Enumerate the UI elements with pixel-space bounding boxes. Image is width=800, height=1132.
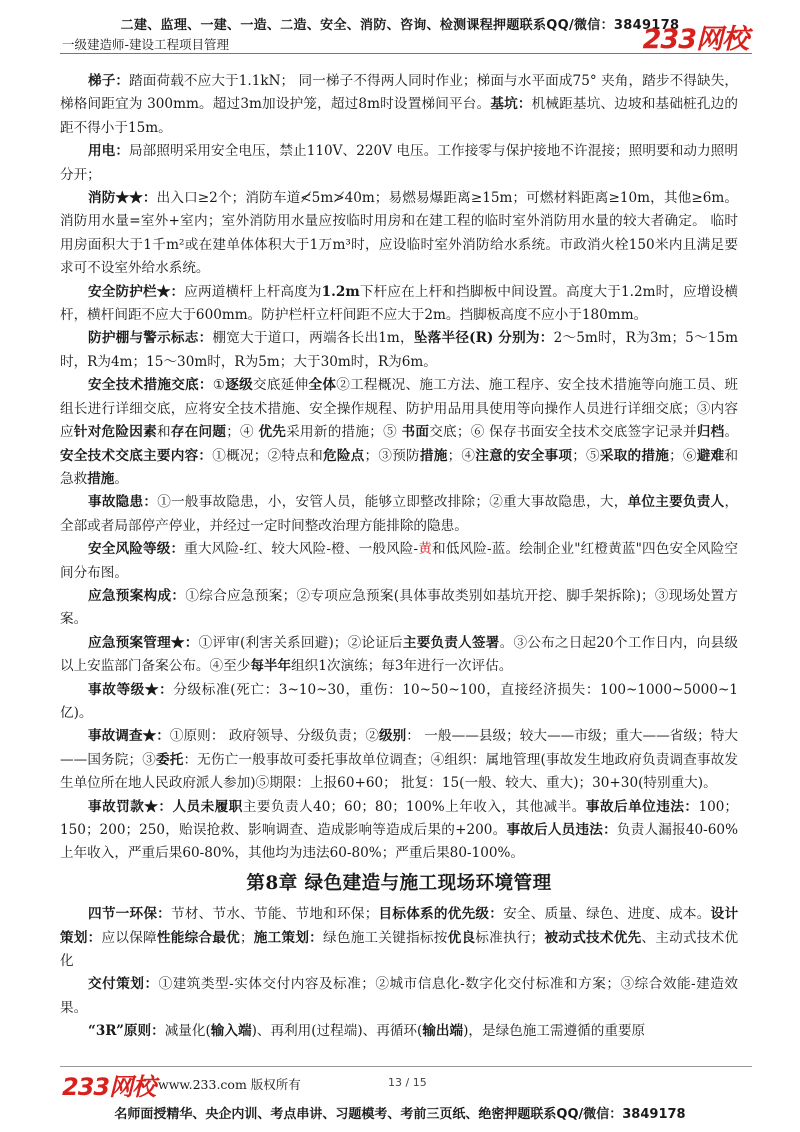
text-run: 主要负责人40；60；80；100%上年收入，其他减半。 (242, 798, 586, 815)
text-run: 机械距基坑、边坡和基础桩孔边的距不得小于15m。 (60, 96, 738, 136)
text-run: 安全防护栏★： (88, 283, 185, 300)
text-run: 2～5m时，R为3m；5～15m时，R为4m；15～30m时，R为5m；大于30m时，R为6m。 (60, 330, 738, 370)
text-run: 应两道横杆上杆高度为 (184, 283, 322, 300)
text-run: ①原则： 政府领导、分级负责；② (169, 728, 379, 745)
text-run: 目标体系的优先级： (378, 906, 504, 923)
text-run: 优良 (447, 929, 476, 946)
text-run: 防护棚与警示标志： (88, 330, 213, 347)
text-run: ① (212, 377, 226, 394)
text-run: 输出端 (422, 1023, 464, 1040)
text-run: 出入口≥2个；消防车道≮5m≯40m；易燃易爆距离≥15m；可燃材料距离≥10m，其他≥6m。 消防用水量=室外+室内；室外消防用水量应按临时用房和在建工程的临时室外消防用水量的较大者确定。 临时用房面积大于1千m²或在建单体体积大于1万m³时，应设临时室外消防给水系统。市政消火栓150米内且满足要求可不设室外给水系统。 (60, 190, 739, 277)
text-run: 。 (724, 424, 739, 441)
text-run: 安全风险等级： (88, 541, 185, 558)
text-run: 坠落半径(R) 分别为： (413, 330, 554, 347)
text-run: 被动式技术优先 (544, 929, 642, 946)
text-run: ； (239, 929, 254, 946)
text-run: 事故等级★： (88, 681, 174, 698)
document-subtitle: 一级建造师-建设工程项目管理 (62, 37, 230, 52)
text-run: 交底；⑥ 保存书面安全技术交底签字记录并 (429, 424, 697, 441)
text-run: 避难 (696, 447, 725, 464)
paragraph-emergency-plan-composition (60, 585, 738, 632)
text-run: 针对危险因素 (73, 424, 157, 441)
text-run: 采取的措施 (599, 447, 670, 464)
text-run: 措施 (419, 447, 448, 464)
paragraph-emergency-plan-management (60, 632, 738, 679)
text-run: 基坑： (490, 96, 532, 113)
text-run: 用电： (88, 143, 130, 160)
text-run: ；⑤ (572, 447, 600, 464)
paragraph-four-savings (60, 903, 738, 973)
header-ad-banner: 二建、监理、一建、一造、二造、安全、消防、咨询、检测课程押题联系QQ/微信：3849178 (120, 18, 680, 33)
text-run: ： 一般——县级；较大——市级；重大——省级；特大——国务院；③ (60, 728, 738, 768)
text-run: ；④ (447, 447, 476, 464)
text-run: 逐级 (225, 377, 253, 394)
chapter-title: 第8章 绿色建造与施工现场环境管理 (246, 872, 552, 894)
text-run: ；④ (226, 424, 259, 441)
text-run: 书面 (401, 424, 430, 441)
paragraph-fire-safety (60, 187, 738, 281)
text-run: 局部照明采用安全电压，禁止110V、220V 电压。工作接零与保护接地不许混接；照明要和动力照明分开； (60, 143, 738, 183)
text-run: 分级标准(死亡：3~10~30，重伤：10~50~100，直接经济损失：100~1000~5000~1亿)。 (60, 681, 738, 721)
text-run: 单位主要负责人 (627, 494, 725, 511)
text-run: 下杆应在上杆和挡脚板中间设置。高度大于1.2m时，应增设横杆，横杆间距不应大于600mm。防护栏杆立杆间距不应大于2m。挡脚板高度不应小于180mm。 (60, 283, 738, 324)
text-run: 安全、质量、绿色、进度、成本。 (503, 906, 711, 923)
text-run: ，全部或者局部停产停业，并经过一定时间整改治理方能排除的隐患。 (60, 494, 739, 534)
text-run: 。③公布之日起20个工作日内，向县级以上安监部门备案公布。④至少 (60, 634, 739, 675)
paragraph-accident-investigation (60, 725, 738, 795)
page-number: 13 / 15 (388, 1076, 427, 1089)
text-run: 主要负责人签署 (402, 634, 500, 651)
text-run: ①建筑类型-实体交付内容及标准；②城市信息化-数字化交付标准和方案；③综合效能-建造效果。 (60, 976, 738, 1016)
text-run: 黄 (418, 541, 433, 558)
text-run: ①综合应急预案；②专项应急预案(具体事故类别如基坑开挖、脚手架拆除)；③现场处置方案。 (60, 587, 739, 628)
text-run: 组织1次演练；每3年进行一次评估。 (291, 658, 513, 675)
text-run: 消防★★： (88, 190, 157, 207)
paragraph-guardrail (60, 281, 738, 328)
text-run: 事故隐患： (88, 494, 158, 511)
header-divider (60, 53, 752, 54)
paragraph-electricity (60, 140, 738, 187)
text-run: 设计策划： (60, 906, 739, 946)
footer-copyright: www.233.com 版权所有 (158, 1077, 301, 1092)
text-run: “3R”原则： (88, 1023, 165, 1040)
text-run: 减量化( (164, 1023, 211, 1040)
text-run: 和急救 (60, 447, 739, 487)
text-run: 性能综合最优 (156, 929, 240, 946)
text-run: 交付策划： (88, 976, 159, 993)
text-run: 输入端 (210, 1023, 252, 1040)
text-run: 采用新的措施；⑤ (286, 424, 402, 441)
paragraph-hazards (60, 491, 738, 538)
text-run: ①一般事故隐患，小，安管人员，能够立即整改排除；②重大事故隐患，大， (157, 494, 628, 511)
text-run: 人员未履职 (172, 798, 243, 815)
text-run: ①概况；②特点和 (212, 447, 323, 464)
text-run: )，是绿色施工需遵循的重要原 (463, 1023, 646, 1040)
text-run: 全体 (308, 377, 337, 394)
paragraph-delivery-planning (60, 973, 738, 1020)
text-run: 归档 (696, 424, 725, 441)
text-run: 绿色施工关键指标按 (323, 929, 448, 946)
text-run: 节材、节水、节能、节地和环保； (171, 906, 379, 923)
text-run: 标准执行； (475, 929, 545, 946)
text-run: 注意的安全事项 (475, 447, 573, 464)
text-run: 优先 (258, 424, 287, 441)
text-run: 委托 (155, 751, 184, 768)
paragraph-ladder (60, 70, 738, 140)
text-run: 存在问题 (170, 424, 227, 441)
text-run: 和低风险-蓝。绘制企业"红橙黄蓝"四色安全风险空间分布图。 (60, 541, 739, 581)
text-run: 棚宽大于道口，两端各长出1m， (212, 330, 414, 347)
text-run: 安全技术措施交底： (88, 377, 213, 394)
paragraph-accident-levels (60, 679, 738, 726)
text-run: 重大风险-红、较大风险-橙、一般风险- (184, 541, 419, 558)
text-run: 梯子： (88, 73, 130, 89)
text-run: 和 (156, 424, 171, 441)
text-run: 安全技术交底主要内容： (60, 447, 213, 464)
text-run: 交底延伸 (253, 377, 309, 394)
text-run: 应以保障 (101, 929, 157, 946)
text-run: 1.2m (321, 283, 360, 300)
text-run: 事故罚款★： (88, 798, 173, 815)
text-run: 施工策划： (253, 929, 324, 946)
text-run: 危险点 (323, 447, 365, 464)
text-run: 。 (114, 470, 128, 487)
text-run: 应急预案构成： (88, 587, 186, 604)
text-run: 措施 (87, 470, 115, 487)
text-run: 每半年 (250, 658, 292, 675)
text-run: ；③预防 (364, 447, 420, 464)
text-run: 事故调查★： (88, 728, 170, 745)
text-run: 四节一环保： (88, 906, 172, 923)
paragraph-accident-fines (60, 796, 738, 866)
text-run: 、主动式技术优化 (60, 929, 739, 970)
footer-divider (60, 1066, 752, 1067)
text-run: 100；150；200；250，贻误抢救、影响调查、造成影响等造成后果的+200。 (60, 798, 739, 838)
text-run: ：无伤亡一般事故可委托事故单位调查；④组织：属地管理(事故发生地政府负责调查事故发生单位所在地人民政府派人参加)⑤期限：上报60+60； 批复：15(一般、较大、重大)；30+30(特别重大)。 (60, 751, 738, 792)
text-run: 事故后单位违法： (585, 798, 699, 815)
paragraph-protective-shed (60, 327, 738, 374)
text-run: 级别 (378, 728, 407, 745)
footer-logo: 233网校 (62, 1073, 156, 1101)
brand-logo: 233网校 (642, 24, 748, 55)
paragraph-3r-principle (60, 1020, 738, 1043)
document-body (60, 70, 738, 1044)
paragraph-risk-levels (60, 538, 738, 585)
text-run: 事故后人员违法： (506, 822, 617, 838)
text-run: 负责人漏报40-60%上年收入，严重后果60-80%，其他均为违法60-80%；严重后果80-100%。 (60, 822, 738, 862)
footer-ad-banner: 名师面授精华、央企内训、考点串讲、习题模考、考前三页纸、绝密押题联系QQ/微信：3849178 (114, 1107, 686, 1122)
text-run: ；⑥ (669, 447, 697, 464)
text-run: ①评审(利害关系回避)；②论证后 (198, 634, 403, 651)
text-run: 应急预案管理★： (88, 634, 199, 651)
text-run: ②工程概况、施工方法、施工程序、安全技术措施等向施工员、班组长进行详细交底，应将安全技术措施、安全操作规程、防护用品用具使用等向操作人员进行详细交底；③内容应 (60, 377, 739, 441)
paragraph-safety-briefing (60, 374, 738, 491)
text-run: )、再利用(过程端)、再循环( (251, 1023, 423, 1040)
text-run: 踏面荷载不应大于1.1kN； 同一梯子不得两人同时作业；梯面与水平面成75° 夹角，踏步不得缺失，梯格间距宜为 300mm。超过3m加设护笼，超过8m时设置梯间平台。 (60, 73, 739, 113)
